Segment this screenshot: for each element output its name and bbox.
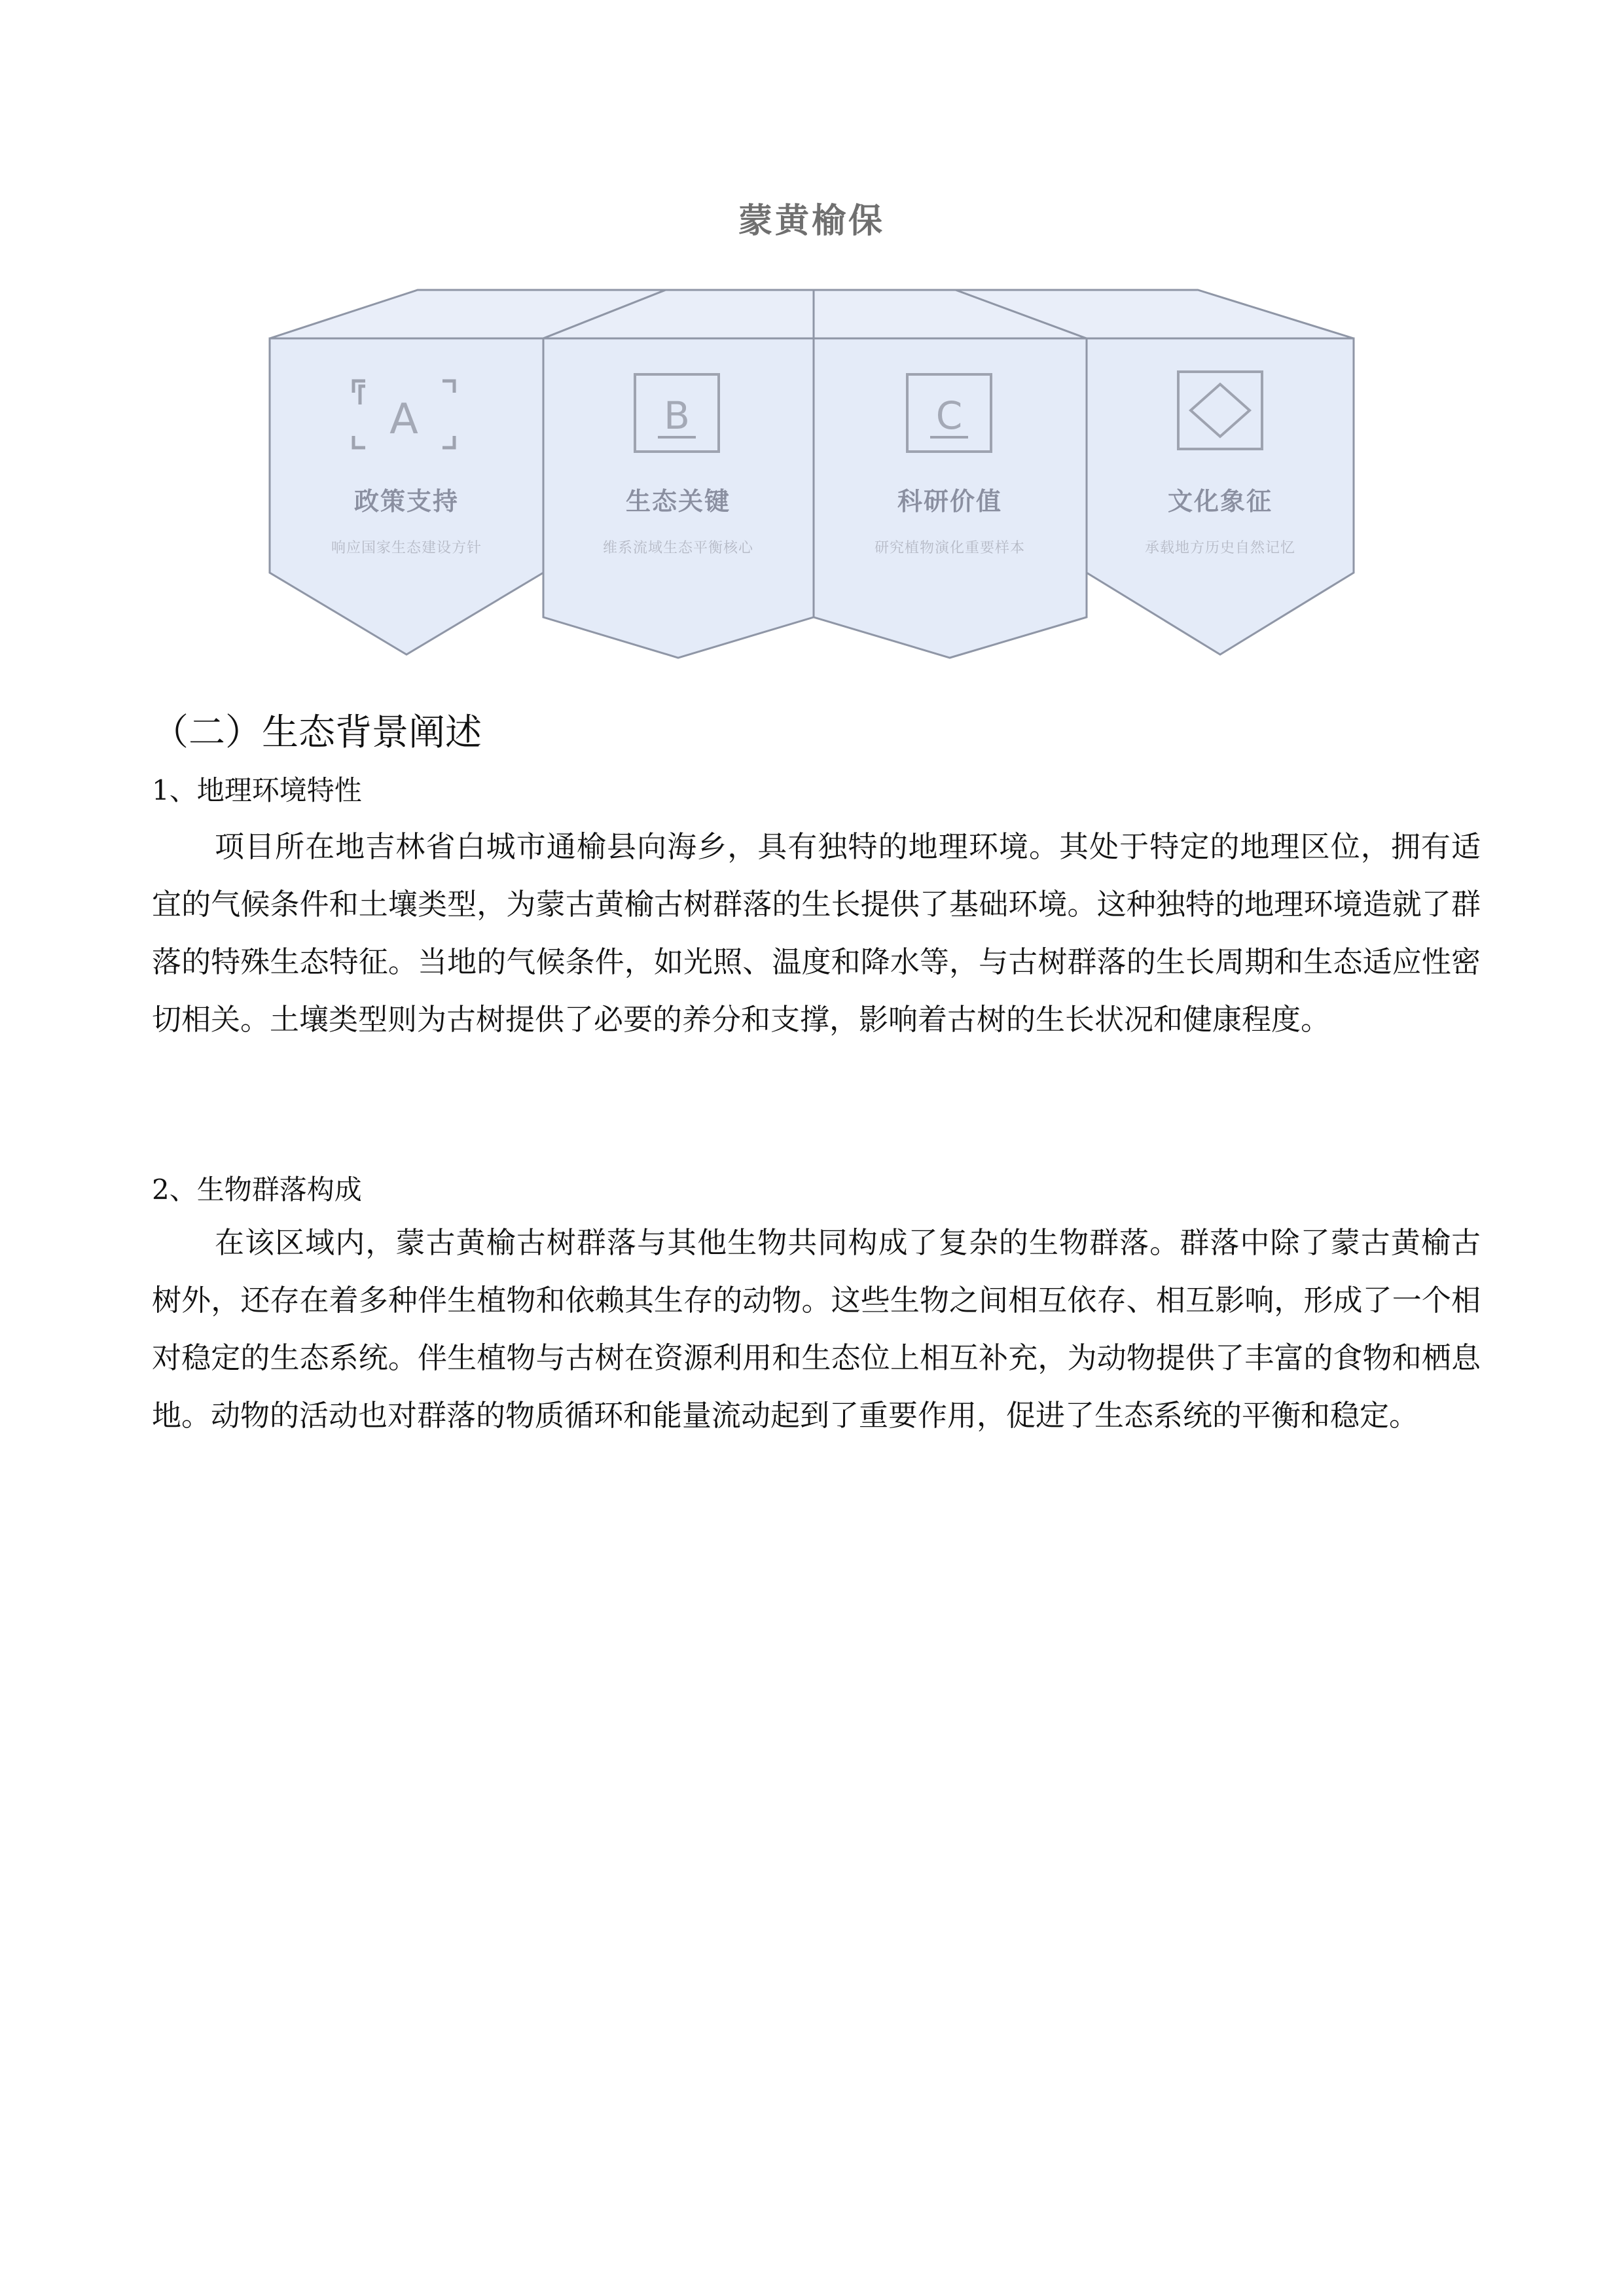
subsection-heading-2: 2、生物群落构成: [152, 1174, 362, 1206]
card-subtitle: 响应国家生态建设方针: [331, 540, 482, 556]
card-label: 科研价值: [897, 487, 1002, 516]
card-letter-b: B: [664, 393, 690, 438]
diagram-graphic: [0, 0, 1624, 694]
card-letter-c: C: [935, 393, 963, 438]
card-label: 文化象征: [1167, 487, 1272, 516]
card-文化象征: [1089, 481, 1351, 557]
card-label: 生态关键: [625, 487, 731, 516]
diagram-title: 蒙黄榆保: [738, 202, 885, 241]
paragraph-1: 项目所在地吉林省白城市通榆县向海乡，具有独特的地理环境。其处于特定的地理区位，拥有适宜的气候条件和土壤类型，为蒙古黄榆古树群落的生长提供了基础环境。这种独特的地理环境造就了群落的特殊生态特征。当地的气候条件，如光照、温度和降水等，与古树群落的生长周期和生态适应性密切相关。土壤类型则为古树提供了必要的养分和支撑，影响着古树的生长状况和健康程度。: [152, 829, 1481, 1037]
card-letter-a: A: [389, 395, 418, 444]
paragraph-2: 在该区域内，蒙古黄榆古树群落与其他生物共同构成了复杂的生物群落。群落中除了蒙古黄榆古树外，还存在着多种伴生植物和依赖其生存的动物。这些生物之间相互依存、相互影响，形成了一个相对稳定的生态系统。伴生植物与古树在资源利用和生态位上相互补充，为动物提供了丰富的食物和栖息地。动物的活动也对群落的物质循环和能量流动起到了重要作用，促进了生态系统的平衡和稳定。: [152, 1225, 1481, 1433]
subsection-heading-1: 1、地理环境特性: [152, 774, 362, 806]
card-subtitle: 维系流域生态平衡核心: [602, 540, 753, 556]
card-政策支持: [276, 481, 537, 557]
card-subtitle: 研究植物演化重要样本: [874, 540, 1025, 556]
card-生态关键: [547, 481, 809, 557]
card-科研价值: [819, 481, 1081, 557]
section-title: （二）生态背景阐述: [152, 711, 482, 754]
card-subtitle: 承载地方历史自然记忆: [1144, 540, 1295, 556]
card-label: 政策支持: [353, 487, 459, 516]
diagram: [0, 0, 1624, 694]
